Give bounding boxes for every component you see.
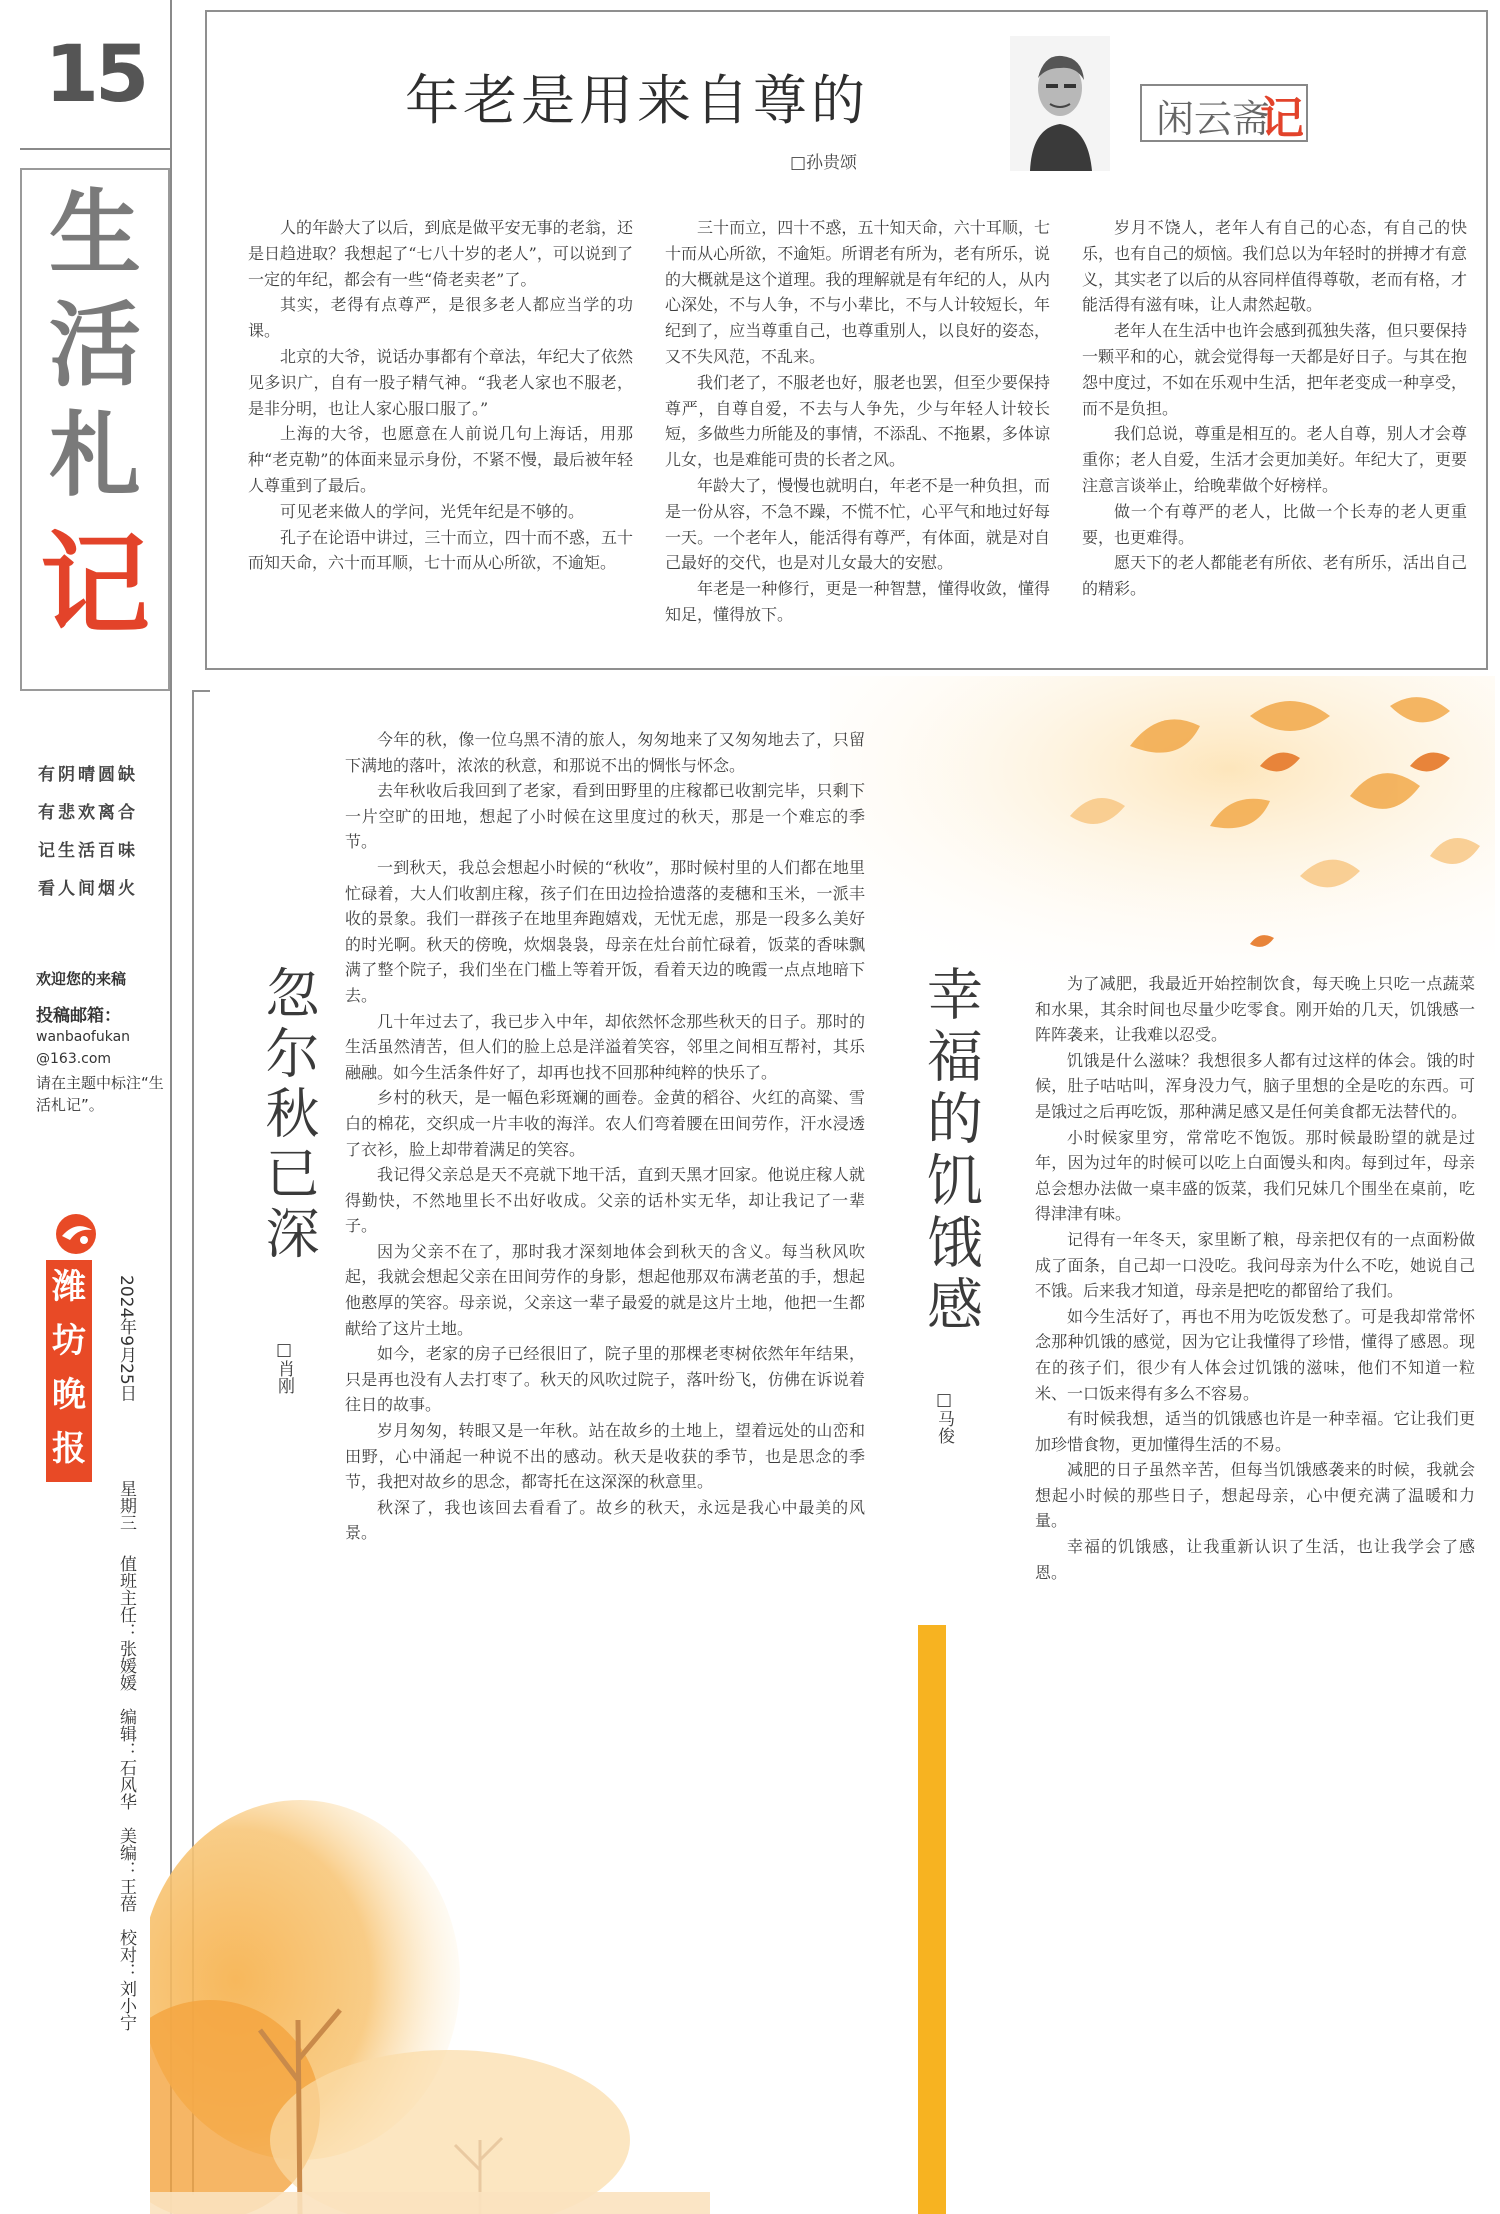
top-article-author: □孙贵颂 bbox=[790, 153, 858, 173]
paragraph: 可见老来做人的学问，光凭年纪是不够的。 bbox=[280, 501, 585, 521]
mail-note: 请在主题中标注“生活札记”。 bbox=[36, 1074, 164, 1114]
right-article-title: 幸福的饥饿感 bbox=[918, 965, 983, 1337]
paragraph: 几十年过去了，我已步入中年，却依然怀念那些秋天的日子。那时的生活虽然清苦，但人们的脸上总是洋溢着笑容，邻里之间相互帮衬，其乐融融。如今生活条件好了，却再也找不回那种纯粹的快乐了。 bbox=[345, 1011, 865, 1082]
paragraph: 乡村的秋天，是一幅色彩斑斓的画卷。金黄的稻谷、火红的高粱、雪白的棉花，交织成一片丰收的海洋。农人们弯着腰在田间劳作，汗水浸透了衣衫，脸上却带着满足的笑容。 bbox=[345, 1088, 865, 1159]
paragraph: 老年人在生活中也许会感到孤独失落，但只要保持一颗平和的心，就会觉得每一天都是好日子。与其在抱怨中度过，不如在乐观中生活，把年老变成一种享受，而不是负担。 bbox=[1082, 321, 1467, 418]
paragraph: 饥饿是什么滋味？我想很多人都有过这样的体会。饿的时候，肚子咕咕叫，浑身没力气，脑子里想的全是吃的东西。可是饿过之后再吃饭，那种满足感又是任何美食都无法替代的。 bbox=[1035, 1050, 1475, 1121]
paragraph: 年龄大了，慢慢也就明白，年老不是一种负担，而是一份从容，不急不躁，不慌不忙，心平气和地过好每一天。一个老年人，能活得有尊严，有体面，就是对自己最好的交代，也是对儿女最大的安慰。 bbox=[665, 475, 1050, 573]
paragraph: 我记得父亲总是天不亮就下地干活，直到天黑才回家。他说庄稼人就得勤快，不然地里长不出好收成。父亲的话朴实无华，却让我记了一辈子。 bbox=[345, 1165, 865, 1236]
column-badge bbox=[1140, 84, 1308, 142]
logo-char: 报 bbox=[52, 1429, 86, 1469]
top-article-column-1 bbox=[248, 215, 633, 655]
section-title-char: 活 bbox=[48, 292, 141, 399]
paragraph: 我们总说，尊重是相互的。老人自尊，别人才会尊重你；老人自爱，生活才会更加美好。年纪大了，更要注意言谈举止，给晚辈做个好榜样。 bbox=[1082, 424, 1467, 495]
paragraph: 三十而立，四十不惑，五十知天命，六十耳顺，七十而从心所欲，不逾矩。所谓老有所为，老有所乐，说的大概就是这个道理。我的理解就是有年纪的人，从内心深处，不与人争，不与小辈比，不与人计较短长，年纪到了，应当尊重自己，也尊重别人，以良好的姿态，又不失风范，不乱来。 bbox=[665, 218, 1050, 366]
paragraph: 岁月匆匆，转眼又是一年秋。站在故乡的土地上，望着远处的山峦和田野，心中涌起一种说不出的感动。秋天是收获的季节，也是思念的季节，我把对故乡的思念，都寄托在这深深的秋意里。 bbox=[345, 1421, 865, 1492]
paragraph: 如今生活好了，再也不用为吃饭发愁了。可是我却常常怀念那种饥饿的感觉，因为它让我懂得了珍惜，懂得了感恩。现在的孩子们，很少有人体会过饥饿的滋味，他们不知道一粒米、一口饭来得有多么不容易。 bbox=[1035, 1306, 1475, 1403]
welcome-text: 欢迎您的来稿 bbox=[36, 970, 127, 988]
motto-line: 有悲欢离合 bbox=[38, 803, 138, 823]
paragraph: 记得有一年冬天，家里断了粮，母亲把仅有的一点面粉做成了面条，自己却一口没吃。我问母亲为什么不吃，她说自己不饿。后来我才知道，母亲是把吃的都留给了我们。 bbox=[1035, 1229, 1475, 1301]
left-article-author: □肖刚 bbox=[274, 1340, 294, 1394]
paragraph: 有时候我想，适当的饥饿感也许是一种幸福。它让我们更加珍惜食物，更加懂得生活的不易。 bbox=[1035, 1409, 1475, 1454]
right-article-author: □马俊 bbox=[934, 1390, 954, 1444]
paragraph: 北京的大爷，说话办事都有个章法，年纪大了依然见多识广，自有一股子精气神。“我老人家也不服老，是非分明，也让人家心服口服了。” bbox=[248, 346, 633, 418]
newspaper-logo bbox=[46, 1212, 110, 1492]
accent-bar bbox=[918, 1625, 946, 2214]
right-article-body bbox=[1035, 971, 1475, 2196]
paragraph: 幸福的饥饿感，让我重新认识了生活，也让我学会了感恩。 bbox=[1035, 1537, 1475, 1582]
mail-address-line[interactable]: @163.com bbox=[36, 1051, 112, 1067]
paragraph: 上海的大爷，也愿意在人前说几句上海话，用那种“老克勒”的体面来显示身份，不紧不慢，最后被年轻人尊重到了最后。 bbox=[248, 424, 633, 495]
column-badge-mark: 记 bbox=[1260, 93, 1304, 144]
motto-line: 看人间烟火 bbox=[38, 879, 138, 899]
paragraph: 秋深了，我也该回去看看了。故乡的秋天，永远是我心中最美的风景。 bbox=[345, 1497, 865, 1543]
top-article-title: 年老是用来自尊的 bbox=[405, 69, 869, 132]
logo-swirl-icon bbox=[54, 1212, 98, 1256]
logo-band bbox=[46, 1260, 92, 1482]
top-article-column-3 bbox=[1082, 215, 1467, 655]
staff-credits: 值班主任：张媛媛 编辑：石风华 美编：王蓓 校对：刘小宁 bbox=[116, 1555, 136, 2031]
paragraph: 人的年龄大了以后，到底是做平安无事的老翁，还是日趋进取？我想起了“七八十岁的老人”，可以说到了一定的年纪，都会有一些“倚老卖老”了。 bbox=[248, 218, 633, 289]
mail-label: 投稿邮箱： bbox=[36, 1006, 121, 1026]
motto-line: 记生活百味 bbox=[38, 841, 138, 861]
paragraph: 小时候家里穷，常常吃不饱饭。那时候最盼望的就是过年，因为过年的时候可以吃上白面馒头和肉。每到过年，母亲总会想办法做一桌丰盛的饭菜，我们兄妹几个围坐在桌前，吃得津津有味。 bbox=[1035, 1127, 1475, 1224]
paragraph: 一到秋天，我总会想起小时候的“秋收”，那时候村里的人们都在地里忙碌着，大人们收割庄稼，孩子们在田边捡拾遗落的麦穗和玉米，一派丰收的景象。我们一群孩子在地里奔跑嬉戏，无忧无虑，那是一段多么美好的时光啊。秋天的傍晚，炊烟袅袅，母亲在灶台前忙碌着，饭菜的香味飘满了整个院子，我们坐在门槛上等着开饭，看着天边的晚霞一点点地暗下去。 bbox=[345, 857, 865, 1005]
issue-date: 2024年9月25日 bbox=[116, 1275, 136, 1402]
paragraph: 愿天下的老人都能老有所依、老有所乐，活出自己的精彩。 bbox=[1082, 553, 1467, 599]
autumn-tree-illustration bbox=[150, 1780, 710, 2214]
paragraph: 减肥的日子虽然辛苦，但每当饥饿感袭来的时候，我就会想起小时候的那些日子，想起母亲，心中便充满了温暖和力量。 bbox=[1035, 1460, 1475, 1531]
logo-char: 坊 bbox=[52, 1321, 86, 1361]
paragraph: 如今，老家的房子已经很旧了，院子里的那棵老枣树依然年年结果，只是再也没有人去打枣了。秋天的风吹过院子，落叶纷飞，仿佛在诉说着往日的故事。 bbox=[345, 1344, 865, 1415]
logo-char: 晚 bbox=[52, 1375, 86, 1415]
paragraph: 为了减肥，我最近开始控制饮食，每天晚上只吃一点蔬菜和水果，其余时间也尽量少吃零食。刚开始的几天，饥饿感一阵阵袭来，让我难以忍受。 bbox=[1035, 974, 1475, 1045]
issue-weekday: 星期三 bbox=[116, 1480, 136, 1531]
top-article-column-2 bbox=[665, 215, 1050, 655]
paragraph: 做一个有尊严的老人，比做一个长寿的老人更重要，也更难得。 bbox=[1082, 501, 1467, 547]
motto-line: 有阴晴圆缺 bbox=[38, 765, 138, 785]
section-motto bbox=[38, 756, 168, 908]
paragraph: 年老是一种修行，更是一种智慧，懂得收敛，懂得知足，懂得放下。 bbox=[665, 579, 1050, 624]
mail-address-line[interactable]: wanbaofukan bbox=[36, 1029, 131, 1045]
paragraph: 岁月不饶人，老年人有自己的心态，有自己的快乐，也有自己的烦恼。我们总以为年轻时的拼搏才有意义，其实老了以后的从容同样值得尊敬，老而有格，才能活得有滋有味，让人肃然起敬。 bbox=[1082, 218, 1467, 315]
paragraph: 其实，老得有点尊严，是很多老人都应当学的功课。 bbox=[248, 295, 633, 341]
logo-char: 潍 bbox=[52, 1267, 86, 1307]
contribution-info bbox=[36, 968, 176, 1116]
section-title-char: 生 bbox=[48, 180, 141, 287]
column-badge-name: 闲云斋 bbox=[1156, 97, 1271, 141]
section-title-char: 札 bbox=[48, 402, 141, 509]
autumn-leaves-illustration bbox=[830, 676, 1495, 986]
left-article-title: 忽尔秋已深 bbox=[257, 965, 320, 1265]
paragraph: 因为父亲不在了，那时我才深刻地体会到秋天的含义。每当秋风吹起，我就会想起父亲在田间劳作的身影，想起他那双布满老茧的手，想起他憨厚的笑容。母亲说，父亲这一辈子最爱的就是这片土地，他把一生都献给了这片土地。 bbox=[345, 1241, 865, 1338]
paragraph: 今年的秋，像一位乌黑不清的旅人，匆匆地来了又匆匆地去了，只留下满地的落叶，浓浓的秋意，和那说不出的惆怅与怀念。 bbox=[345, 730, 865, 775]
page-number: 15 bbox=[44, 30, 146, 120]
page-number-divider bbox=[20, 148, 170, 150]
paragraph: 我们老了，不服老也好，服老也罢，但至少要保持尊严，自尊自爱，不去与人争先，少与年轻人计较长短，多做些力所能及的事情，不添乱、不拖累，多体谅儿女，也是难能可贵的长者之风。 bbox=[665, 372, 1050, 470]
paragraph: 孔子在论语中讲过，三十而立，四十而不惑，五十而知天命，六十而耳顺，七十而从心所欲，不逾矩。 bbox=[248, 527, 633, 573]
paragraph: 去年秋收后我回到了老家，看到田野里的庄稼都已收割完毕，只剩下一片空旷的田地，想起了小时候在这里度过的秋天，那是一个难忘的季节。 bbox=[345, 781, 865, 852]
author-portrait-image bbox=[1010, 36, 1110, 171]
section-title-box bbox=[20, 168, 170, 691]
section-title-char: 记 bbox=[40, 521, 150, 649]
